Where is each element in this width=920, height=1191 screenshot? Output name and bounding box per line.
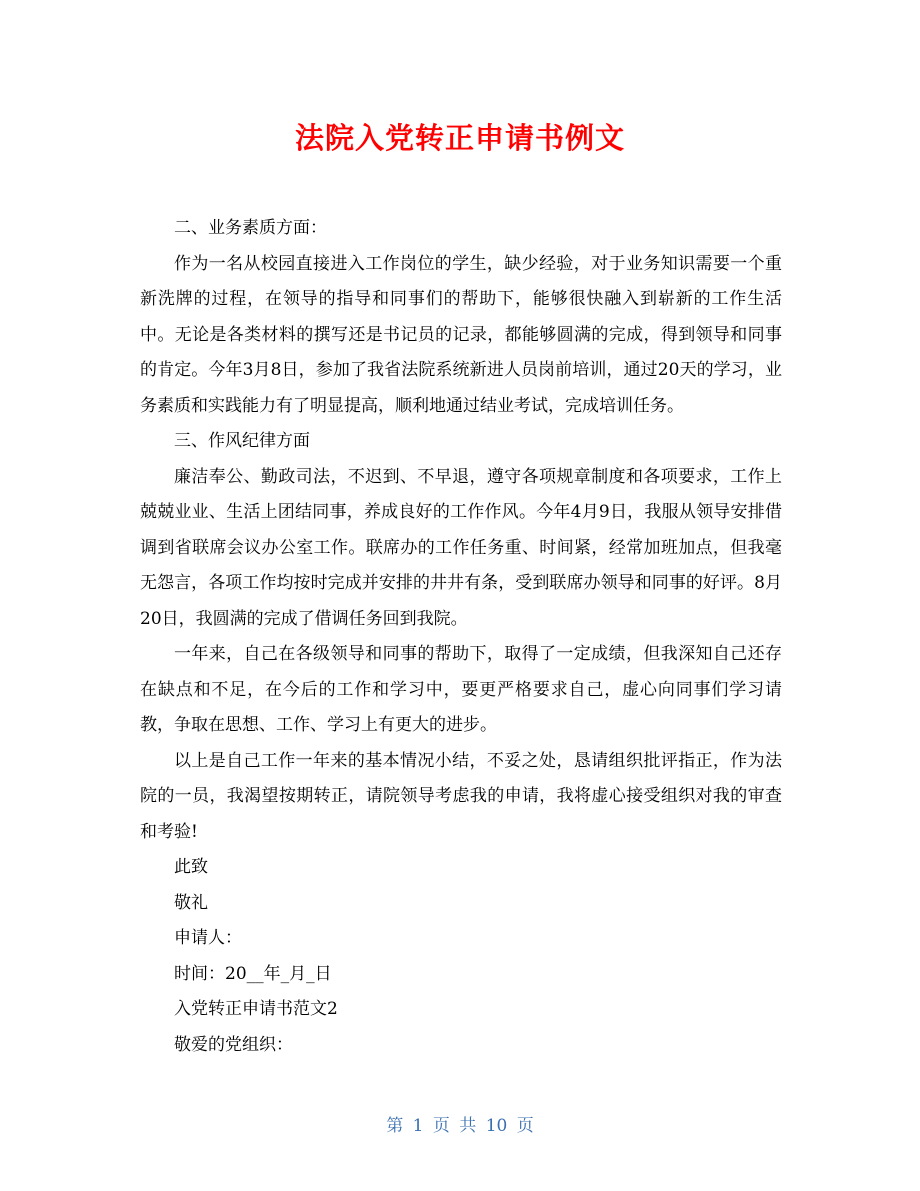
section-heading-business: 二、业务素质方面： <box>174 218 327 238</box>
applicant-line: 申请人： <box>174 928 242 948</box>
closing-respect: 敬礼 <box>174 892 208 913</box>
paragraph-request: 以上是自己工作一年来的基本情况小结，不妥之处，恳请组织批评指正，作为法院的一员，我渴望按期转正，请院领导考虑我的申请，我将虚心接受组织对我的审查和考验! <box>140 750 782 842</box>
paragraph-work-style: 廉洁奉公、勤政司法，不迟到、不早退，遵守各项规章制度和各项要求，工作上兢兢业业、生活上团结同事，养成良好的工作作风。今年4月9日，我服从领导安排借调到省联席会议办公室工作。联席办的工作任务重、时间紧，经常加班加点，但我毫无怨言，各项工作均按时完成并安排的井井有条，受到联席办领导和同事的好评。8月20日，我圆满的完成了借调任务回到我院。 <box>140 466 782 629</box>
paragraph-year-summary: 一年来，自己在各级领导和同事的帮助下，取得了一定成绩，但我深知自己还存在缺点和不足，在今后的工作和学习中，要更严格要求自己，虚心向同事们学习请教，争取在思想、工作、学习上有更大的进步。 <box>140 644 782 735</box>
section-heading-discipline: 三、作风纪律方面 <box>174 431 310 451</box>
sample-2-greeting: 敬爱的党组织： <box>174 1034 293 1055</box>
paragraph-business-quality: 作为一名从校园直接进入工作岗位的学生，缺少经验，对于业务知识需要一个重新洗牌的过程，在领导的指导和同事们的帮助下，能够很快融入到崭新的工作生活中。无论是各类材料的撰写还是书记员的记录，都能够圆满的完成，得到领导和同事的肯定。今年3月8日，参加了我省法院系统新进人员岗前培训，通过20天的学习，业务素质和实践能力有了明显提高，顺利地通过结业考试，完成培训任务。 <box>140 253 782 416</box>
page-indicator: 第 1 页 共 10 页 <box>386 1116 534 1136</box>
date-line: 时间：20__年_月_日 <box>174 963 332 984</box>
sample-2-heading: 入党转正申请书范文2 <box>174 999 338 1019</box>
document-body <box>140 211 782 1063</box>
document-title: 法院入党转正申请书例文 <box>294 121 625 155</box>
closing-salutation: 此致 <box>174 857 208 877</box>
